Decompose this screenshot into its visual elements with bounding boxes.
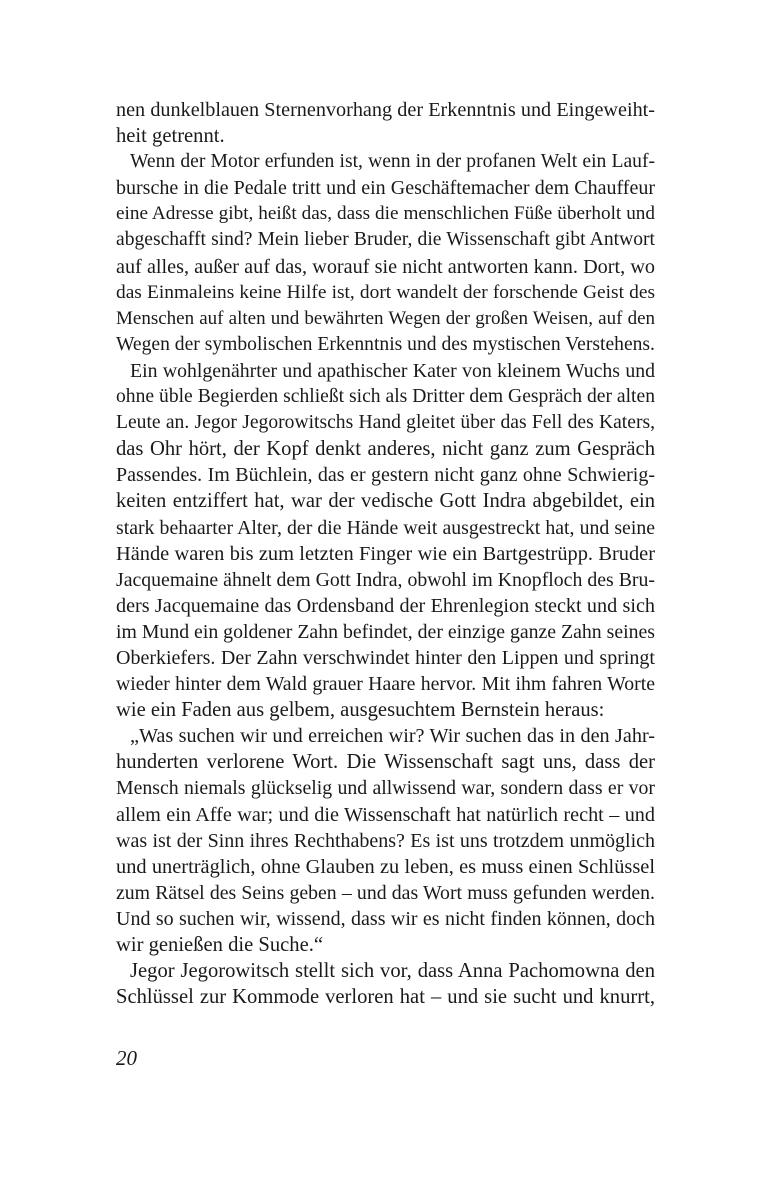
text-line: wieder hinter dem Wald grauer Haare hervor. Mit ihm fahren Worte xyxy=(116,673,655,696)
text-line: Passendes. Im Büchlein, das er gestern nicht ganz ohne Schwierig- xyxy=(116,464,655,487)
text-line: allem ein Affe war; und die Wissenschaft hat natürlich recht – und xyxy=(116,803,655,826)
text-line: und unerträglich, ohne Glauben zu leben, es muss einen Schlüssel xyxy=(116,855,655,878)
text-line: bursche in die Pedale tritt und ein Geschäftemacher dem Chauffeur xyxy=(116,177,655,200)
text-line: wie ein Faden aus gelbem, ausgesuchtem Bernstein heraus: xyxy=(116,699,605,722)
text-line: stark behaarter Alter, der die Hände weit ausgestreckt hat, und seine xyxy=(116,516,655,539)
text-line: ders Jacquemaine das Ordensband der Ehrenlegion steckt und sich xyxy=(116,594,655,617)
text-line: Wegen der symbolischen Erkenntnis und des mystischen Verstehens. xyxy=(116,333,655,355)
text-line: Oberkiefers. Der Zahn verschwindet hinter den Lippen und springt xyxy=(116,646,655,669)
text-line: Ein wohlgenährter und apathischer Kater von kleinem Wuchs und xyxy=(130,359,655,382)
text-line: nen dunkelblauen Sternenvorhang der Erkenntnis und Eingeweiht- xyxy=(116,99,655,121)
text-line: Mensch niemals glückselig und allwissend war, sondern dass er vor xyxy=(116,777,655,800)
text-line: Schlüssel zur Kommode verloren hat – und sie sucht und knurrt, xyxy=(116,986,655,1009)
text-line: auf alles, außer auf das, worauf sie nicht antworten kann. Dort, wo xyxy=(116,255,655,278)
text-line: ohne üble Begierden schließt sich als Dritter dem Gespräch der alten xyxy=(116,386,655,408)
text-line: Hände waren bis zum letzten Finger wie ein Bartgestrüpp. Bruder xyxy=(116,542,655,565)
text-line: das Einmaleins keine Hilfe ist, dort wandelt der forschende Geist des xyxy=(116,281,655,303)
text-line: das Ohr hört, der Kopf denkt anderes, nicht ganz zum Gespräch xyxy=(116,438,655,461)
text-line: Jacquemaine ähnelt dem Gott Indra, obwohl im Knopfloch des Bru- xyxy=(116,568,655,591)
text-line: keiten entziffert hat, war der vedische Gott Indra abgebildet, ein xyxy=(116,490,655,513)
text-line: „Was suchen wir und erreichen wir? Wir suchen das in den Jahr- xyxy=(130,725,655,748)
text-line: Menschen auf alten und bewährten Wegen der großen Weisen, auf den xyxy=(116,307,655,329)
text-line: zum Rätsel des Seins geben – und das Wort muss gefunden werden. xyxy=(116,881,655,904)
text-line: hunderten verlorene Wort. Die Wissenschaft sagt uns, dass der xyxy=(116,751,655,774)
text-line: im Mund ein goldener Zahn befindet, der einzige ganze Zahn seines xyxy=(116,620,655,643)
text-line: wir genießen die Suche.“ xyxy=(116,934,324,956)
text-line: was ist der Sinn ihres Rechthabens? Es ist uns trotzdem unmöglich xyxy=(116,829,655,852)
text-line: Wenn der Motor erfunden ist, wenn in der profanen Welt ein Lauf- xyxy=(130,151,655,173)
text-line: Und so suchen wir, wissend, dass wir es nicht finden können, doch xyxy=(116,907,655,930)
page-number: 20 xyxy=(116,1046,137,1070)
text-line: eine Adresse gibt, heißt das, dass die menschlichen Füße überholt und xyxy=(116,203,655,225)
text-line: abgeschafft sind? Mein lieber Bruder, die Wissenschaft gibt Antwort xyxy=(116,229,655,251)
text-line: Leute an. Jegor Jegorowitschs Hand gleitet über das Fell des Katers, xyxy=(116,412,655,434)
text-line: heit getrennt. xyxy=(116,125,225,148)
body-text xyxy=(116,97,655,1010)
text-line: Jegor Jegorowitsch stellt sich vor, dass Anna Pachomowna den xyxy=(130,960,655,983)
